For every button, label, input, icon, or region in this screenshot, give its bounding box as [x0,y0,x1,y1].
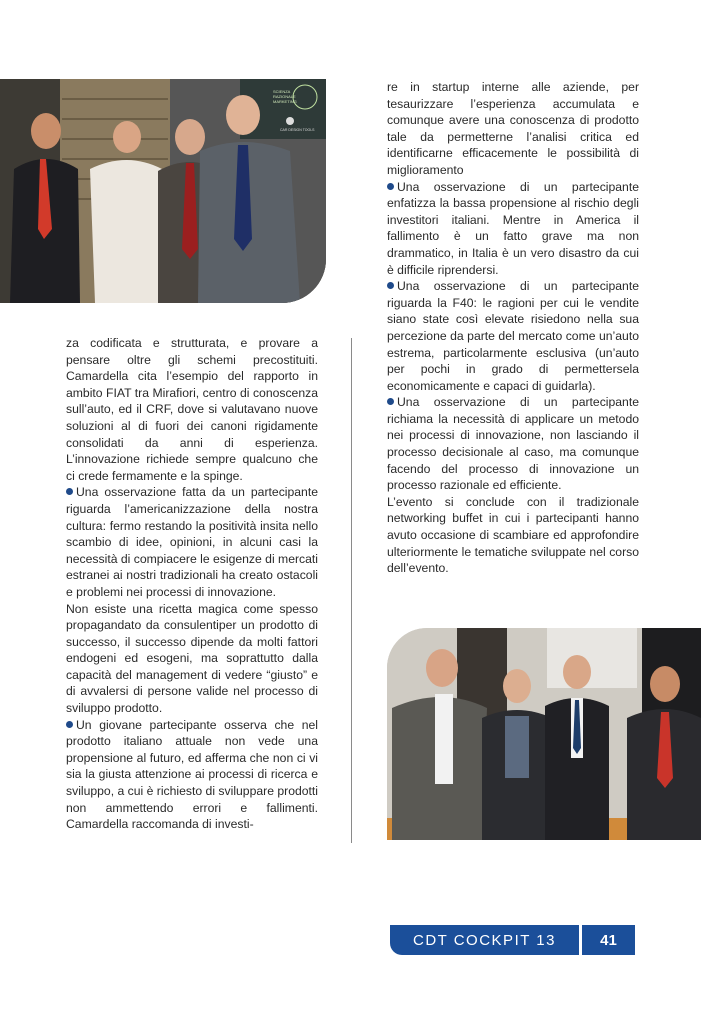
left-paragraph-1: za codificata e strutturata, e provare a pensare oltre gli schemi precostituiti. Camardella cita l’esempio del rapporto in ambito FIAT tra Mirafiori, centro di conoscenza sull’auto, ed il CRF, dove si valutavano nuove soluzioni al di fuori dei canoni rigidamente consolidati da anni di esperienza. L’innovazione richiede sempre qualcuno che ci crede fermamente e la spinge. [66,336,318,483]
logo-sub: CAR DESIGN TOOLS [280,128,315,132]
right-bullet-3 [387,394,639,494]
magazine-title: CDT COCKPIT 13 [390,925,579,955]
right-bullet-3-text: Una osservazione di un partecipante richiama la necessità di applicare un metodo nei processi di innovazione, non lasciando il processo decisionale al caso, ma comunque facendo del processo di innovazione un processo razionale ed efficiente. [387,395,639,493]
bullet-icon [387,183,394,190]
bullet-icon [66,488,73,495]
photo-group-four-people [0,79,326,303]
logo-line3: MARKETING [273,99,297,104]
photo-group-four-men [387,628,701,840]
right-bullet-2 [387,278,639,394]
right-paragraph-1: re in startup interne alle aziende, per tesaurizzare l’esperienza accumulata e comunque avere una conoscenza di prodotto tale da permetterne l’analisi critica ed identificarne efficacemente le possibilità di miglioramento [387,80,639,177]
left-bullet-1-text: Una osservazione fatta da un partecipante riguarda l’americanizzazione della nostra cultura: fermo restando la positività insita nello scambio di idee, opinioni, in alcuni casi la necessità di compiacere le esigenze di mercati estranei ai nostri tradizionali ha creato ostacoli e problemi nei processi di innovazione. [66,485,318,599]
right-bullet-1-text: Una osservazione di un partecipante enfatizza la bassa propensione al rischio degli investitori italiani. Mentre in America il fallimento è un fatto grave ma non drammatico, in Italia è un vero disastro da cui è difficile riprendersi. [387,179,639,277]
right-text-column [387,79,639,577]
right-bullet-2-text: Una osservazione di un partecipante riguarda la F40: le ragioni per cui le vendite siano state così elevate risiedono nella sua percezione da parte del mercato come un’auto estrema, particolarmente esclusiva (un’auto per pochi in grado di permettersela economicamente e capaci di guidarla). [387,279,639,393]
bullet-icon [387,282,394,289]
column-divider [351,338,352,843]
right-bullet-1 [387,179,639,279]
left-bullet-2-text: Un giovane partecipante osserva che nel prodotto italiano attuale non vede una propensione al futuro, ed afferma che non ci vi sia la giusta attenzione ai processi di ricerca e sviluppo, a cui è richiesto di sviluppare prodotti non ammettendo errori e fallimenti. Camardella raccomanda di investi- [66,717,319,832]
left-bullet-2 [66,717,318,833]
logo-line2: RAZIONALE [273,94,296,99]
photo-top-illustration [0,79,326,303]
logo-line1: SCIENZA [273,89,291,94]
page-footer [390,925,635,955]
left-paragraph-2: Non esiste una ricetta magica come spesso propagandato da consulentiper un prodotto di successo, il successo dipende da molti fattori endogeni ed esogeni, ma soprattutto dalla capacità del management di vedere “giusto” e di avvalersi di persone valide nel processo di sviluppo prodotto. [66,601,318,716]
right-paragraph-2: L’evento si conclude con il tradizionale networking buffet in cui i partecipanti hanno avuto occasione di scambiare ed approfondire ulteriormente le tematiche sviluppate nel corso dell’evento. [387,494,639,576]
photo-bottom-illustration [387,628,701,840]
bullet-icon [66,721,73,728]
bullet-icon [387,398,394,405]
left-text-column [66,335,318,833]
page-number: 41 [582,925,635,955]
left-bullet-1 [66,484,318,600]
